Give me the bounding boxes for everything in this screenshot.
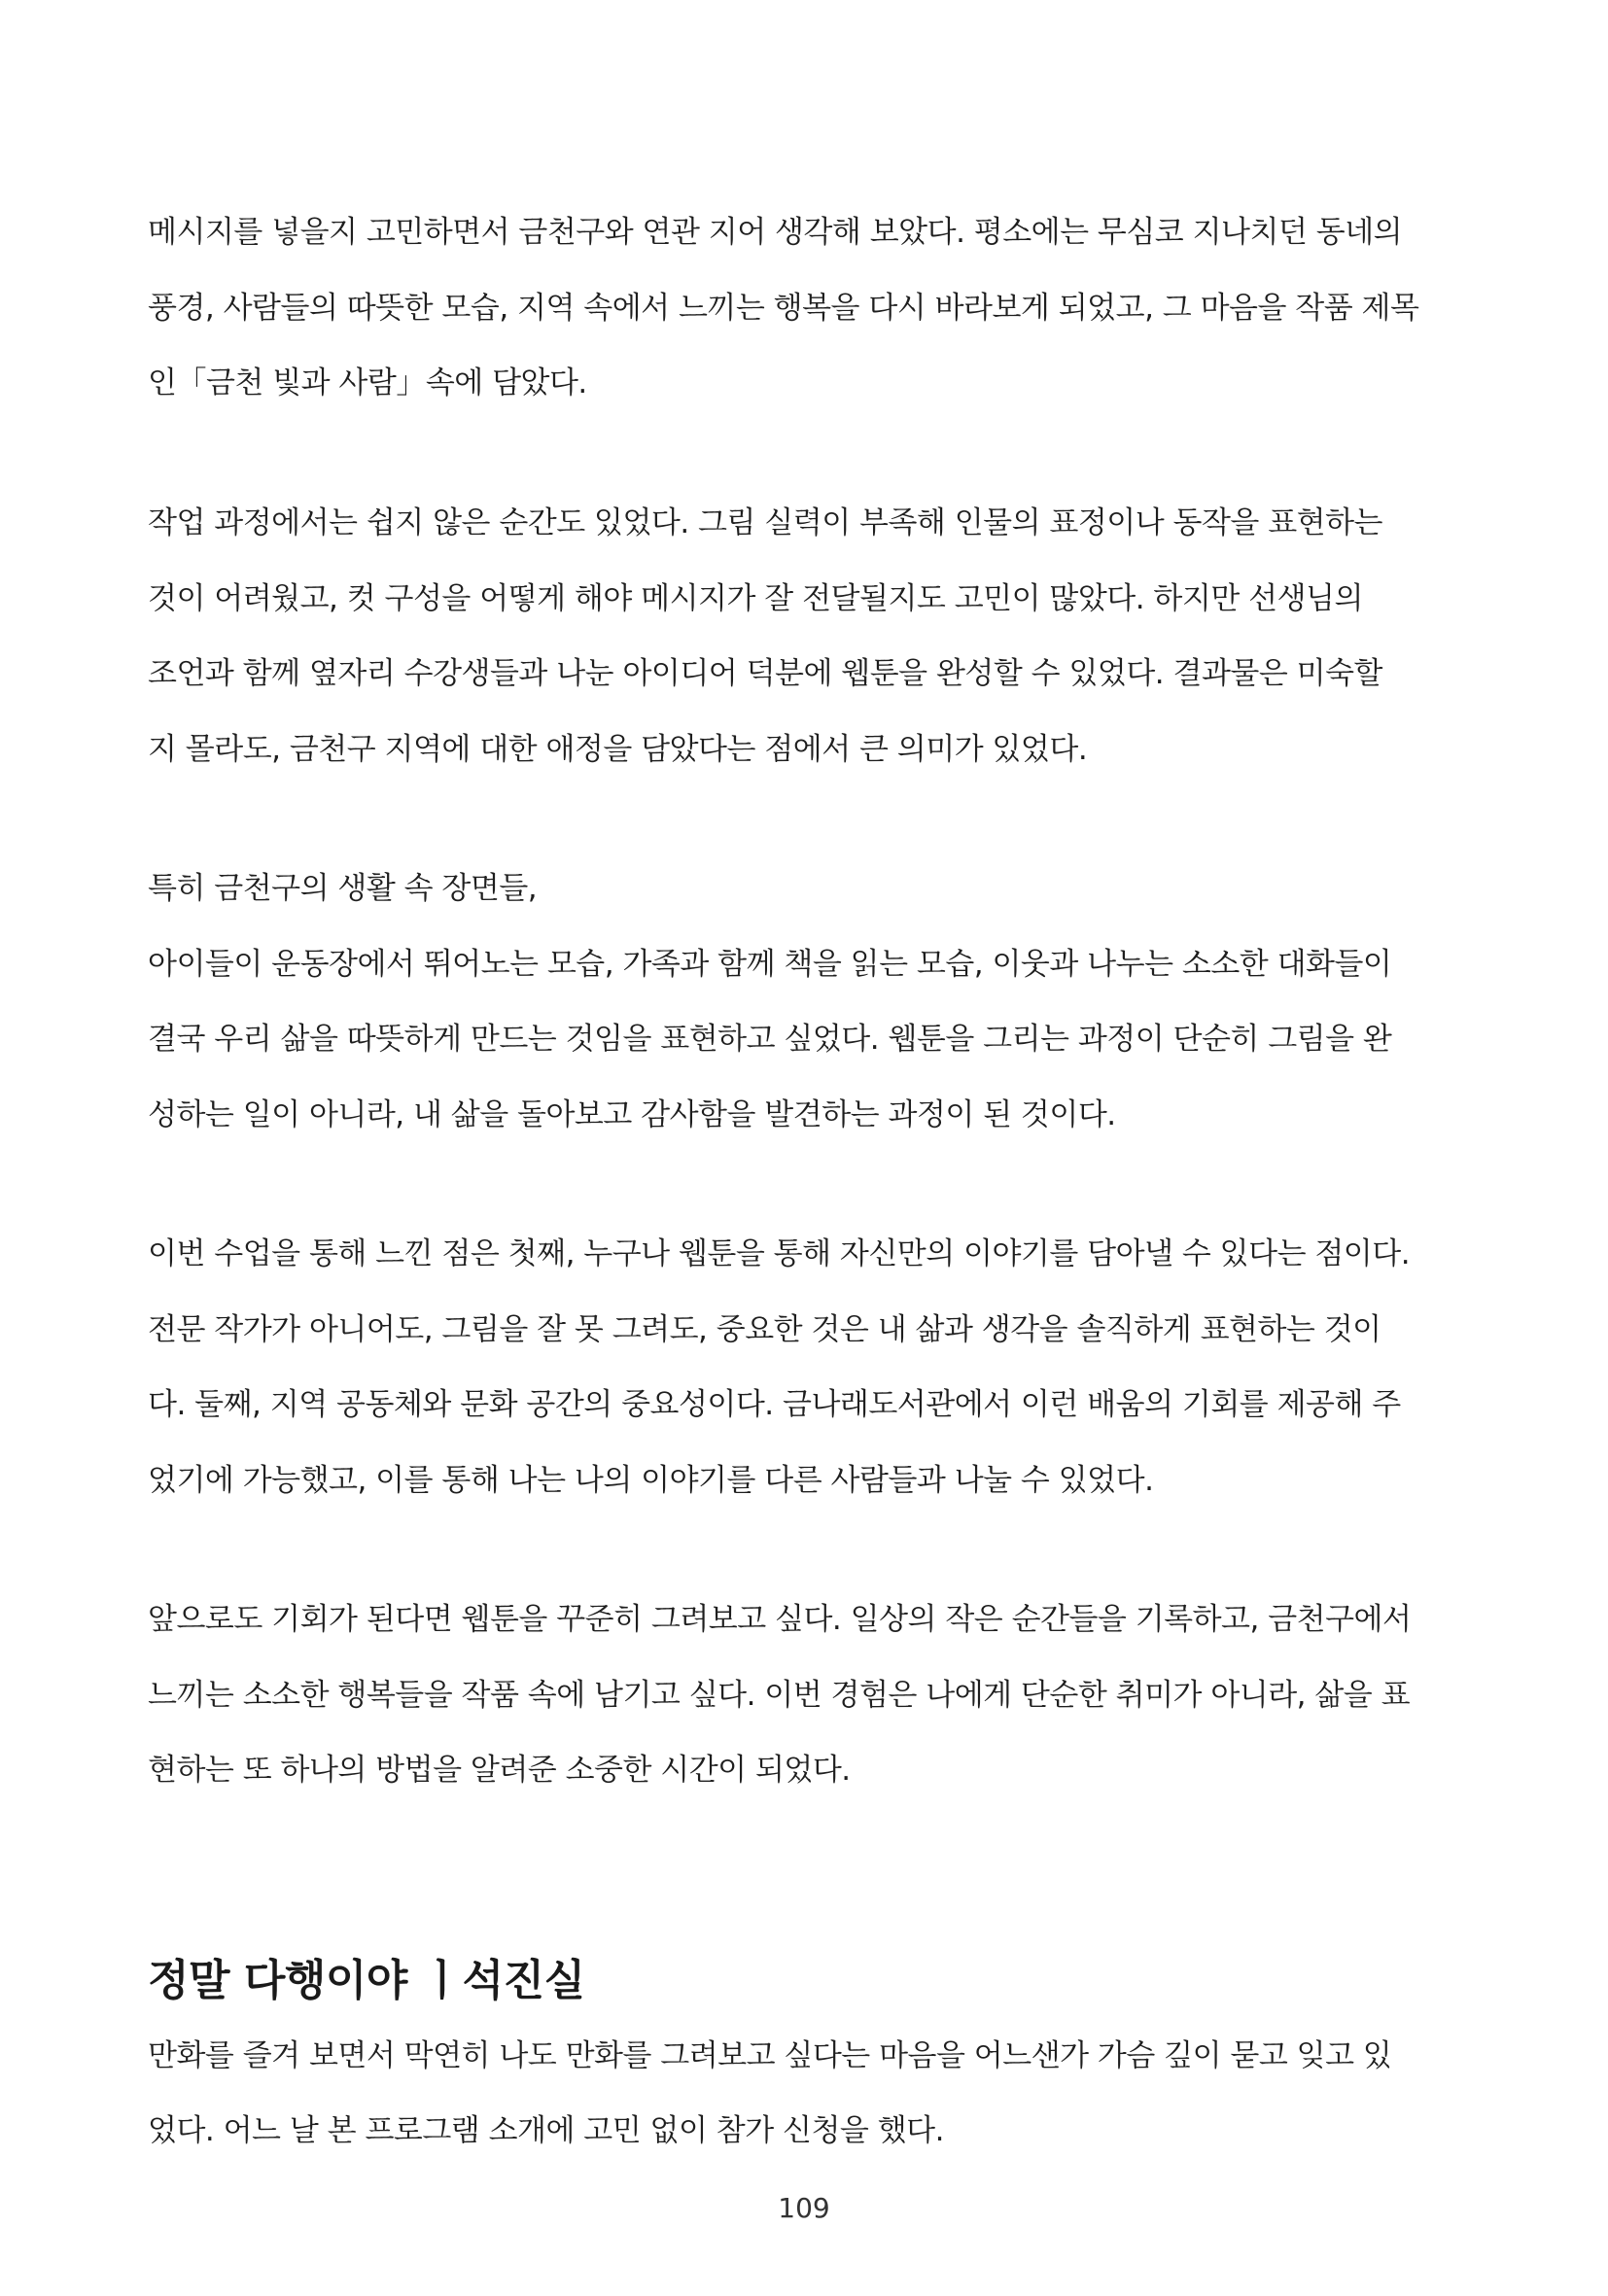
page-number: 109 <box>778 2192 830 2224</box>
body-text-line: 다. 둘째, 지역 공동체와 문화 공간의 중요성이다. 금나래도서관에서 이런 배움의 기회를 제공해 주 <box>148 1387 1401 1422</box>
body-text-line: 었기에 가능했고, 이를 통해 나는 나의 이야기를 다른 사람들과 나눌 수 있었다. <box>148 1463 1154 1498</box>
body-text-line: 지 몰라도, 금천구 지역에 대한 애정을 담았다는 점에서 큰 의미가 있었다. <box>148 732 1088 767</box>
body-text-line: 풍경, 사람들의 따뜻한 모습, 지역 속에서 느끼는 행복을 다시 바라보게 되었고, 그 마음을 작품 제목 <box>148 291 1419 326</box>
body-text-line: 인「금천 빛과 사람」속에 담았다. <box>148 365 587 400</box>
body-text-line: 앞으로도 기회가 된다면 웹툰을 꾸준히 그려보고 싶다. 일상의 작은 순간들을 기록하고, 금천구에서 <box>148 1602 1412 1637</box>
body-text-line: 아이들이 운동장에서 뛰어노는 모습, 가족과 함께 책을 읽는 모습, 이웃과 나누는 소소한 대화들이 <box>148 947 1392 982</box>
body-text-line: 조언과 함께 옆자리 수강생들과 나눈 아이디어 덕분에 웹툰을 완성할 수 있었다. 결과물은 미숙할 <box>148 656 1382 691</box>
body-text-line: 결국 우리 삶을 따뜻하게 만드는 것임을 표현하고 싶었다. 웹툰을 그리는 과정이 단순히 그림을 완 <box>148 1022 1392 1057</box>
body-text-line: 느끼는 소소한 행복들을 작품 속에 남기고 싶다. 이번 경험은 나에게 단순한 취미가 아니라, 삶을 표 <box>148 1678 1411 1713</box>
body-text-line: 전문 작가가 아니어도, 그림을 잘 못 그려도, 중요한 것은 내 삶과 생각을 솔직하게 표현하는 것이 <box>148 1312 1381 1347</box>
body-text-line: 었다. 어느 날 본 프로그램 소개에 고민 없이 참가 신청을 했다. <box>148 2113 944 2148</box>
body-text-line: 메시지를 넣을지 고민하면서 금천구와 연관 지어 생각해 보았다. 평소에는 무심코 지나치던 동네의 <box>148 215 1403 250</box>
body-text-line: 작업 과정에서는 쉽지 않은 순간도 있었다. 그림 실력이 부족해 인물의 표정이나 동작을 표현하는 <box>148 505 1382 540</box>
body-text-line: 것이 어려웠고, 컷 구성을 어떻게 해야 메시지가 잘 전달될지도 고민이 많았다. 하지만 선생님의 <box>148 581 1363 616</box>
body-text-line: 성하는 일이 아니라, 내 삶을 돌아보고 감사함을 발견하는 과정이 된 것이다. <box>148 1097 1116 1132</box>
body-text-line: 만화를 즐겨 보면서 막연히 나도 만화를 그려보고 싶다는 마음을 어느샌가 가슴 깊이 묻고 잊고 있 <box>148 2038 1392 2073</box>
section-heading: 정말 다행이야 ㅣ석진실 <box>148 1956 585 2005</box>
body-text-line: 특히 금천구의 생활 속 장면들, <box>148 871 538 906</box>
body-text-line: 현하는 또 하나의 방법을 알려준 소중한 시간이 되었다. <box>148 1753 851 1788</box>
body-text-line: 이번 수업을 통해 느낀 점은 첫째, 누구나 웹툰을 통해 자신만의 이야기를 담아낼 수 있다는 점이다. <box>148 1236 1411 1271</box>
